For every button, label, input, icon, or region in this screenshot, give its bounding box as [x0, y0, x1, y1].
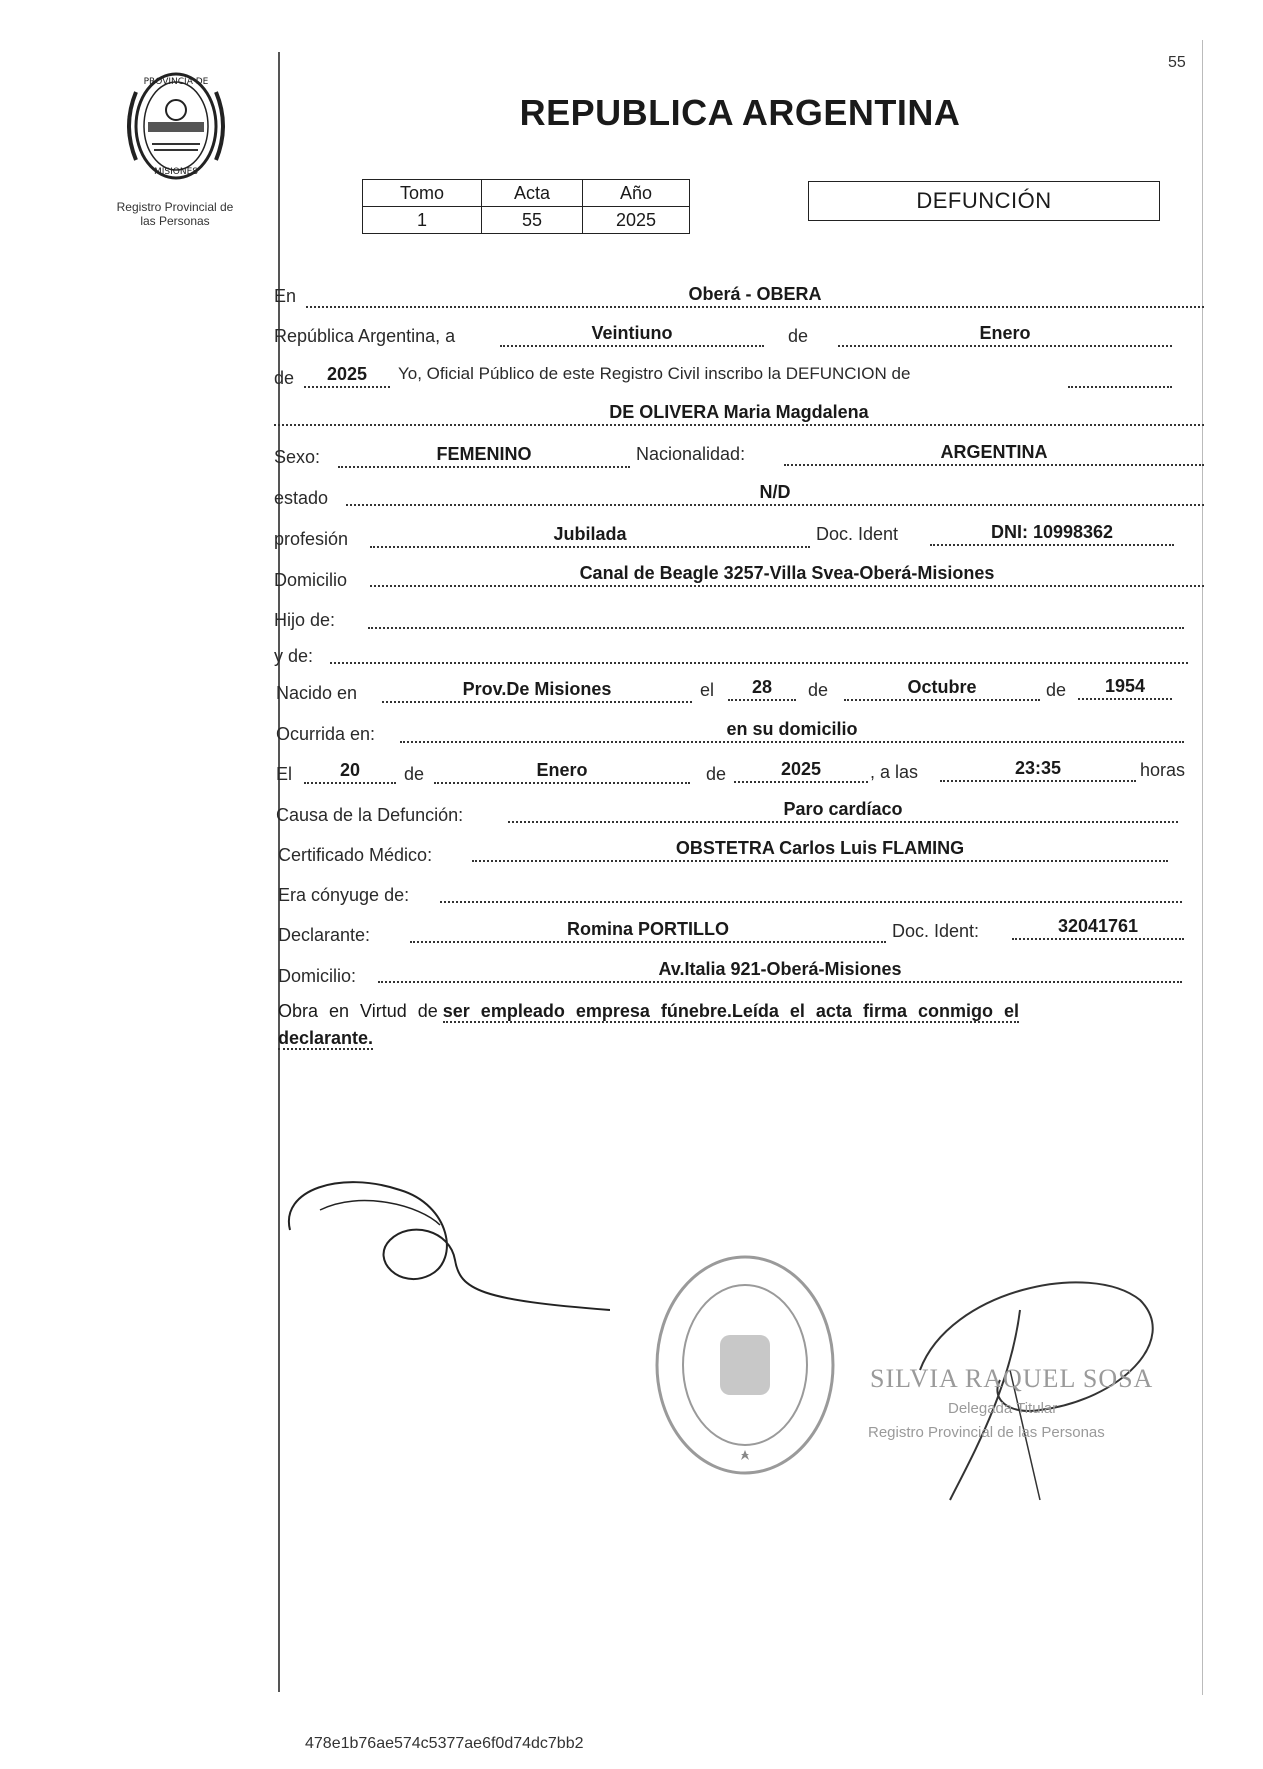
sexo-value: FEMENINO [338, 442, 630, 468]
hora-value: 23:35 [940, 756, 1136, 782]
doc-value: DNI: 10998362 [930, 520, 1174, 546]
official-role-stamp: Delegada Titular [948, 1400, 1058, 1417]
obra-value: ser empleado empresa fúnebre.Leída el acta firma conmigo el [442, 1001, 1019, 1021]
official-seal-icon [650, 1250, 840, 1480]
ocurrida-value: en su domicilio [400, 717, 1184, 743]
nacionalidad-label: Nacionalidad: [636, 444, 746, 464]
dia-value: Veintiuno [500, 321, 764, 347]
def-anio-value: 2025 [734, 757, 868, 783]
nac-dia-value: 28 [728, 675, 796, 701]
declarante-label: Declarante: [278, 925, 371, 945]
conyuge-label: Era cónyuge de: [278, 885, 410, 905]
registry-label-line2: las Personas [140, 214, 210, 228]
de-label-1: de [788, 326, 809, 346]
obra-paragraph [278, 996, 1208, 1026]
def-mes-value: Enero [434, 758, 690, 784]
estado-label: estado [274, 488, 329, 508]
registry-label-line1: Registro Provincial de [116, 200, 234, 214]
domicilio-value-2: Av.Italia 921-Oberá-Misiones [378, 957, 1182, 983]
doc-value-2: 32041761 [1012, 914, 1184, 940]
emblem-text-bottom: MISIONES [153, 167, 199, 177]
domicilio-label: Domicilio [274, 570, 348, 590]
official-org-stamp: Registro Provincial de las Personas [868, 1424, 1105, 1441]
registry-table [362, 179, 690, 234]
nacido-label: Nacido en [276, 683, 358, 703]
el-label-2: El [276, 764, 293, 784]
domicilio-value: Canal de Beagle 3257-Villa Svea-Oberá-Misiones [370, 561, 1204, 587]
yde-label: y de: [274, 646, 314, 666]
conyuge-value [440, 877, 1182, 903]
acta-header: Acta [482, 180, 583, 207]
provincial-emblem-icon [118, 62, 234, 190]
nacido-value: Prov.De Misiones [382, 677, 692, 703]
causa-value: Paro cardíaco [508, 797, 1178, 823]
de-label-6: de [706, 764, 727, 784]
el-label: el [700, 680, 715, 700]
republica-label: República Argentina, a [274, 326, 456, 346]
de-label-4: de [1046, 680, 1067, 700]
en-label: En [274, 286, 297, 306]
de-label-5: de [404, 764, 425, 784]
certificado-label: Certificado Médico: [278, 845, 433, 865]
oficial-trailing-line [1068, 362, 1172, 388]
nacionalidad-value: ARGENTINA [784, 440, 1204, 466]
tomo-value: 1 [363, 207, 482, 234]
def-dia-value: 20 [304, 758, 396, 784]
estado-value: N/D [346, 480, 1204, 506]
document-title: REPUBLICA ARGENTINA [519, 92, 961, 133]
doc-label: Doc. Ident [816, 524, 899, 544]
certificado-value: OBSTETRA Carlos Luis FLAMING [472, 836, 1168, 862]
nac-mes-value: Octubre [844, 675, 1040, 701]
declarant-signature [280, 1150, 610, 1320]
obra-continuation [278, 1028, 373, 1049]
document-hash: 478e1b76ae574c5377ae6f0d74dc7bb2 [305, 1735, 584, 1752]
hijo-value [368, 603, 1184, 629]
tomo-header: Tomo [363, 180, 482, 207]
de-label-2: de [274, 368, 295, 388]
horas-label: horas [1140, 760, 1186, 780]
de-label-3: de [808, 680, 829, 700]
anio-value: 2025 [583, 207, 690, 234]
emblem-text-top: PROVINCIA DE [143, 77, 209, 87]
nac-anio-value: 1954 [1078, 674, 1172, 700]
en-value: Oberá - OBERA [306, 282, 1204, 308]
official-name-stamp: SILVIA RAQUEL SOSA [870, 1364, 1154, 1393]
anio-header: Año [583, 180, 690, 207]
mes-value: Enero [838, 321, 1172, 347]
profesion-label: profesión [274, 529, 349, 549]
doc-label-2: Doc. Ident: [892, 921, 980, 941]
profesion-value: Jubilada [370, 522, 810, 548]
domicilio-label-2: Domicilio: [278, 966, 357, 986]
alas-label: , a las [870, 762, 919, 782]
page-number: 55 [1168, 54, 1186, 71]
oficial-text: Yo, Oficial Público de este Registro Civil inscribo la DEFUNCION de [398, 364, 911, 383]
anio-value: 2025 [304, 362, 390, 388]
record-type-box: DEFUNCIÓN [808, 181, 1160, 221]
hijo-label: Hijo de: [274, 610, 336, 630]
acta-value: 55 [482, 207, 583, 234]
registry-label [90, 200, 260, 228]
obra-value-2: declarante. [278, 1028, 374, 1048]
ocurrida-label: Ocurrida en: [276, 724, 376, 744]
nombre-value: DE OLIVERA Maria Magdalena [274, 400, 1204, 426]
declarante-value: Romina PORTILLO [410, 917, 886, 943]
yde-value [330, 638, 1188, 664]
sexo-label: Sexo: [274, 447, 321, 467]
causa-label: Causa de la Defunción: [276, 805, 464, 825]
obra-label: Obra en Virtud de [278, 1001, 438, 1021]
